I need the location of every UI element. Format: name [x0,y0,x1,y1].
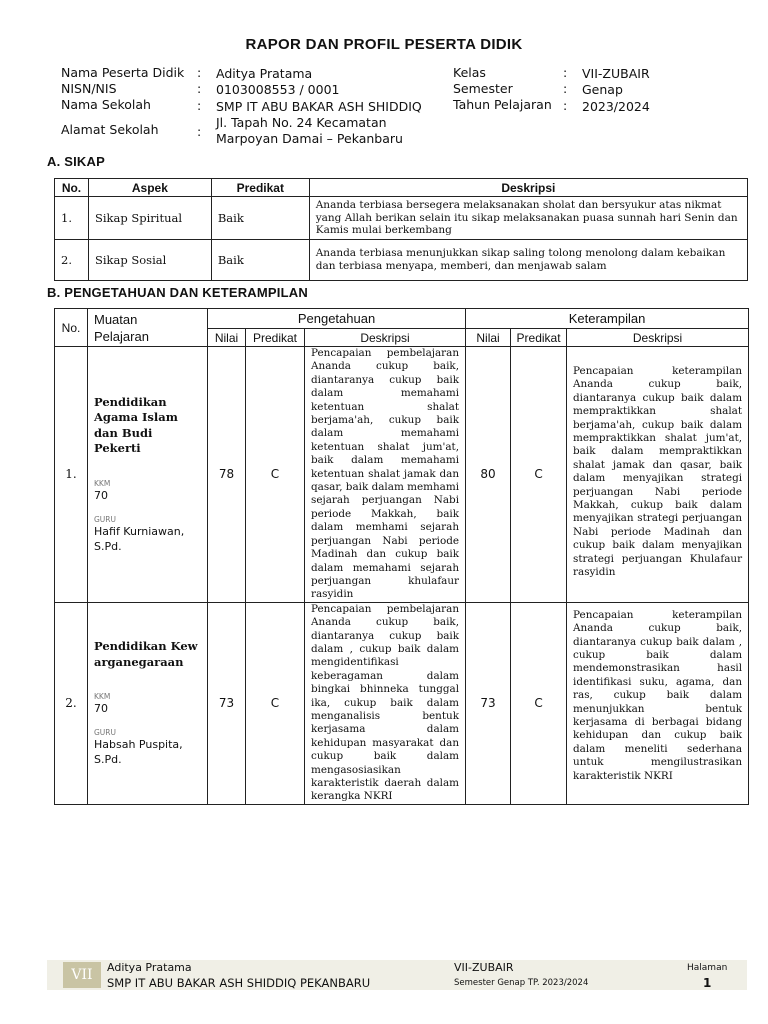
guru-label: GURU [94,728,117,738]
col-header-k-nilai: Nilai [466,329,511,347]
pk-table [54,308,749,805]
nisn-value: 0103008553 / 0001 [216,82,340,97]
col-header-predikat: Predikat [211,179,309,197]
identity-right [453,65,743,115]
sikap-table [54,178,748,281]
k-predikat: C [511,602,567,804]
col-header-muatan [88,309,208,347]
k-nilai: 80 [466,347,511,603]
school-name-label: Nama Sekolah [61,97,151,112]
k-predikat: C [511,347,567,603]
row-aspek: Sikap Spiritual [88,197,211,240]
separator: : [197,124,202,139]
col-header-keterampilan: Keterampilan [466,309,749,329]
col-header-aspek: Aspek [88,179,211,197]
k-nilai: 73 [466,602,511,804]
semester-label: Semester [453,81,513,96]
academic-year-value: 2023/2024 [582,99,650,114]
row-deskripsi: Ananda terbiasa menunjukkan sikap saling tolong menolong dalam kebaikan dan terbiasa menyapa, memberi, dan menjawab salam [309,239,747,280]
separator: : [563,65,568,80]
table-row [55,239,748,280]
guru-name: Hafif Kurniawan, S.Pd. [94,524,185,553]
footer-class: VII-ZUBAIR [454,961,514,974]
col-header-muatan-line1: Muatan [94,311,138,327]
row-deskripsi: Ananda terbiasa bersegera melaksanakan sholat dan bersyukur atas nikmat yang Allah berikan selain itu sikap melaksanakan puasa sunnah hari Senin dan Kamis mulai berkembang [309,197,747,240]
row-predikat: Baik [211,239,309,280]
row-no: 1. [55,347,88,603]
k-deskripsi: Pencapaian keterampilan Ananda cukup baik, diantaranya cukup baik dalam mempraktikkan shalat berjama'ah, cukup baik dalam mempraktikkan shalat jum'at, baik dalam mempraktikkan shalat jamak dan qasar, baik dalam menyajikan strategi perjuangan Nabi periode Makkah, cukup baik dalam menyajikan strategi perjuangan Nabi periode Madinah dan cukup baik dalam menyajikan strategi perjuangan Khulafaur rasyidin [567,347,749,603]
col-header-p-nilai: Nilai [208,329,246,347]
nisn-label: NISN/NIS [61,81,117,96]
table-row [55,347,749,603]
col-header-no: No. [55,179,89,197]
col-header-no: No. [55,309,88,347]
page-footer [47,960,747,990]
row-subject [88,347,208,603]
table-row [55,602,749,804]
col-header-muatan-line2: Pelajaran [94,328,149,344]
k-deskripsi: Pencapaian keterampilan Ananda cukup baik, diantaranya cukup baik dalam , cukup baik dalam mendemonstrasikan hasil identifikasi suku, agama, dan ras, cukup baik dalam menunjukkan bentuk kerjasama di berbagai bidang kehidupan dan cukup baik dalam meneliti sederhana untuk mengilustrasikan karakteristik NKRI [567,602,749,804]
row-predikat: Baik [211,197,309,240]
footer-page-label: Halaman [687,963,728,973]
section-sikap-heading: A. SIKAP [47,154,105,169]
table-row [55,197,748,240]
class-value: VII-ZUBAIR [582,66,650,81]
kkm-label: KKM [94,692,111,702]
guru-label: GURU [94,514,117,524]
footer-student-name: Aditya Pratama [107,961,192,974]
subject-name: Pendidikan Kewarganegaraan [94,639,198,669]
footer-semester: Semester Genap TP. 2023/2024 [454,978,589,988]
col-header-deskripsi: Deskripsi [309,179,747,197]
col-header-pengetahuan: Pengetahuan [208,309,466,329]
class-label: Kelas [453,65,486,80]
kkm-value: 70 [94,488,108,502]
pk-header-row-1 [55,309,749,329]
p-predikat: C [246,602,305,804]
school-address-line1: Jl. Tapah No. 24 Kecamatan [216,115,387,130]
separator: : [197,65,202,80]
row-aspek: Sikap Sosial [88,239,211,280]
separator: : [197,98,202,113]
kkm-label: KKM [94,478,111,488]
kkm-value: 70 [94,702,108,716]
sikap-header-row [55,179,748,197]
footer-page-number: 1 [703,976,712,990]
school-address-line2: Marpoyan Damai – Pekanbaru [216,131,403,146]
subject-name: Pendidikan Agama Islam dan Budi Pekerti [94,394,178,456]
col-header-p-deskripsi: Deskripsi [305,329,466,347]
p-deskripsi: Pencapaian pembelajaran Ananda cukup baik, diantaranya cukup baik dalam , cukup baik dalam mengidentifikasi keberagaman dalam bingkai bhinneka tunggal ika, cukup baik dalam menganalisis bentuk kerjasama dalam kehidupan masyarakat dan cukup baik dalam mengasosiasikan karakteristik daerah dalam kerangka NKRI [305,602,466,804]
guru-name: Habsah Puspita, S.Pd. [94,738,183,767]
p-predikat: C [246,347,305,603]
separator: : [563,98,568,113]
student-name-label: Nama Peserta Didik [61,65,185,80]
section-pk-heading: B. PENGETAHUAN DAN KETERAMPILAN [47,285,308,300]
p-deskripsi: Pencapaian pembelajaran Ananda cukup baik, diantaranya cukup baik dalam memahami ketentuan shalat berjama'ah, cukup baik dalam memahami ketentuan shalat jum'at, baik dalam memahami ketentuan shalat jamak dan qasar, baik dalam memhami sejarah perjuangan Nabi periode Makkah, baik dalam memhami sejarah perjuangan Nabi periode Madinah dan cukup baik dalam memahami sejarah perjuangan khulafaur rasyidin [305,347,466,603]
row-no: 1. [55,197,89,240]
student-name-value: Aditya Pratama [216,66,313,81]
identity-left [61,65,461,149]
col-header-p-predikat: Predikat [246,329,305,347]
school-address-label: Alamat Sekolah [61,122,159,137]
p-nilai: 78 [208,347,246,603]
separator: : [197,81,202,96]
academic-year-label: Tahun Pelajaran [453,97,552,112]
semester-value: Genap [582,82,623,97]
footer-school-name: SMP IT ABU BAKAR ASH SHIDDIQ PEKANBARU [107,976,371,990]
p-nilai: 73 [208,602,246,804]
separator: : [563,81,568,96]
school-name-value: SMP IT ABU BAKAR ASH SHIDDIQ [216,99,422,114]
row-no: 2. [55,602,88,804]
class-badge: VII [63,962,101,988]
report-title: RAPOR DAN PROFIL PESERTA DIDIK [245,36,523,53]
row-subject [88,602,208,804]
row-no: 2. [55,239,89,280]
col-header-k-deskripsi: Deskripsi [567,329,749,347]
col-header-k-predikat: Predikat [511,329,567,347]
